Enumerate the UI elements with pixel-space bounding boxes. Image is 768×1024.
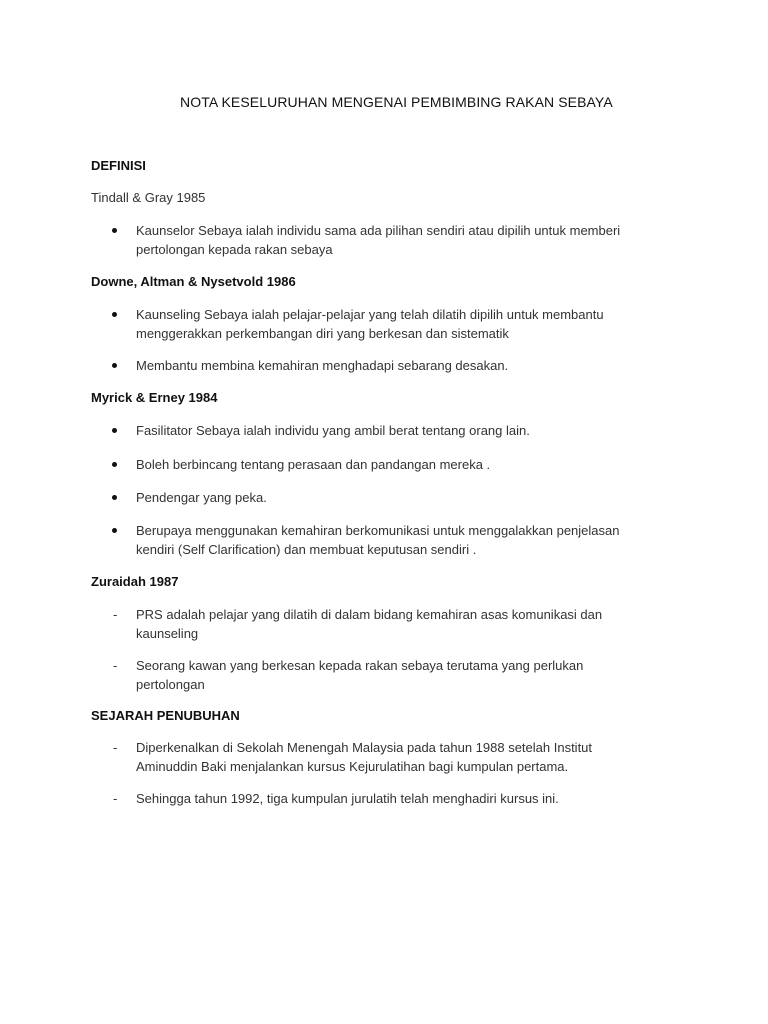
bullet-item (109, 221, 669, 259)
bullet-item (109, 488, 669, 507)
dash-text: PRS adalah pelajar yang dilatih di dalam bidang kemahiran asas komunikasi dan kaunseling (136, 607, 603, 641)
bullet-text: Boleh berbincang tentang perasaan dan pandangan mereka . (136, 457, 491, 472)
dash-item (109, 789, 669, 808)
dash-item (109, 738, 629, 776)
dash-marker: - (113, 740, 118, 755)
bullet-text: Berupaya menggunakan kemahiran berkomunikasi untuk menggalakkan penjelasan kendiri (Self Clarification) dan membuat keputusan sendiri . (136, 523, 620, 557)
bullet-item (109, 521, 649, 559)
dash-marker: - (113, 658, 118, 673)
dash-marker: - (113, 607, 118, 622)
dash-text: Sehingga tahun 1992, tiga kumpulan jurulatih telah menghadiri kursus ini. (136, 791, 559, 806)
dash-text: Seorang kawan yang berkesan kepada rakan sebaya terutama yang perlukan pertolongan (136, 658, 584, 692)
bullet-text: Pendengar yang peka. (136, 490, 267, 505)
document-title: NOTA KESELURUHAN MENGENAI PEMBIMBING RAKAN SEBAYA (180, 94, 613, 110)
section-heading-zuraidah: Zuraidah 1987 (91, 574, 179, 589)
bullet-text: Membantu membina kemahiran menghadapi sebarang desakan. (136, 358, 509, 373)
bullet-item (109, 455, 669, 474)
dash-item (109, 605, 649, 643)
bullet-item (109, 305, 669, 343)
source-tindall-gray: Tindall & Gray 1985 (91, 190, 206, 205)
bullet-item (109, 421, 669, 440)
section-heading-downe: Downe, Altman & Nysetvold 1986 (91, 274, 296, 289)
section-heading-definisi: DEFINISI (91, 158, 146, 173)
dash-text: Diperkenalkan di Sekolah Menengah Malaysia pada tahun 1988 setelah Institut Aminuddin Baki menjalankan kursus Kejurulatihan bagi kumpulan pertama. (136, 740, 593, 774)
dash-item (109, 656, 629, 694)
bullet-text: Kaunselor Sebaya ialah individu sama ada pilihan sendiri atau dipilih untuk memberi pertolongan kepada rakan sebaya (136, 223, 621, 257)
bullet-item (109, 356, 669, 375)
section-heading-sejarah: SEJARAH PENUBUHAN (91, 708, 240, 723)
dash-marker: - (113, 791, 118, 806)
section-heading-myrick: Myrick & Erney 1984 (91, 390, 218, 405)
bullet-text: Kaunseling Sebaya ialah pelajar-pelajar yang telah dilatih dipilih untuk membantu menggerakkan perkembangan diri yang berkesan dan sistematik (136, 307, 604, 341)
bullet-text: Fasilitator Sebaya ialah individu yang ambil berat tentang orang lain. (136, 423, 530, 438)
